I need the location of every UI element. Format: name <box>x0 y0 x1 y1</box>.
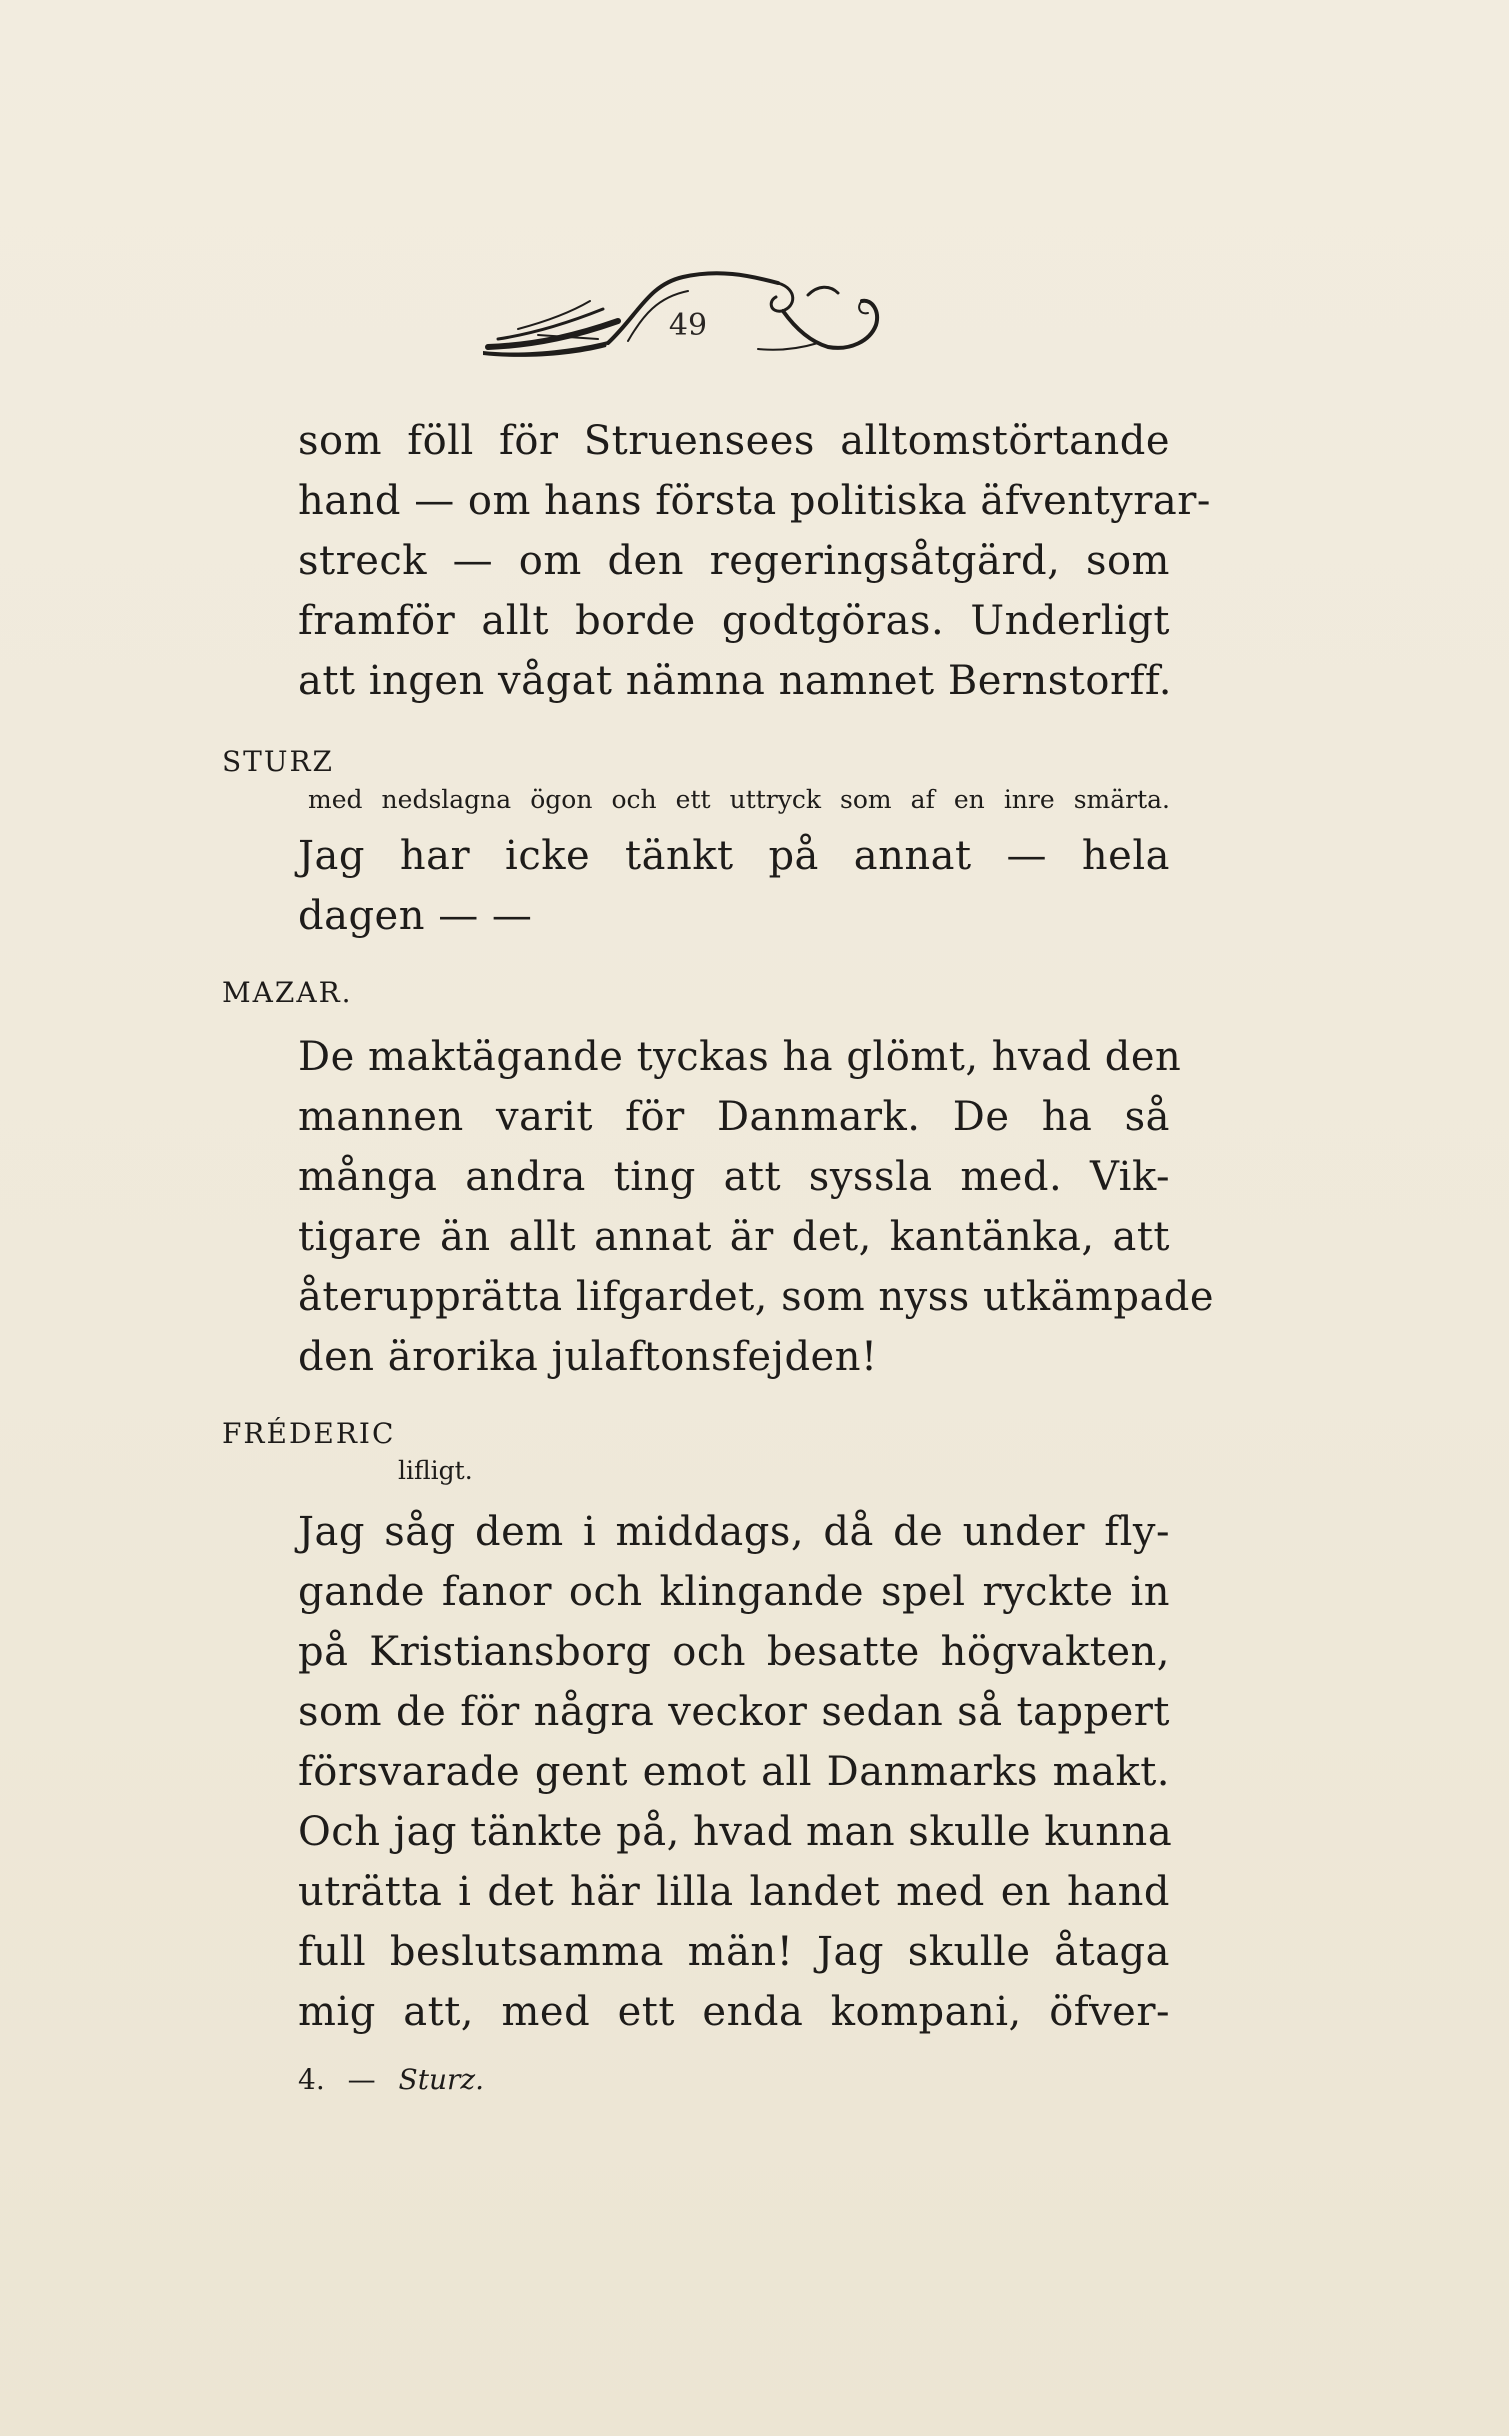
stage-direction: lifligt. <box>398 1456 473 1485</box>
text-line: streck — om den regeringsåtgärd, som <box>298 538 1170 584</box>
text-line: full beslutsamma män! Jag skulle åtaga <box>298 1929 1170 1975</box>
speaker-name: FRÉDERIC <box>222 1417 396 1450</box>
signature-mark <box>298 2060 484 2100</box>
text-line: återupprätta lifgardet, som nyss utkämpade <box>298 1274 1215 1320</box>
signature-number: 4. <box>298 2063 325 2096</box>
text-line: Och jag tänkte på, hvad man skulle kunna <box>298 1809 1173 1855</box>
text-line: att ingen vågat nämna namnet Bernstorff. <box>298 658 1172 704</box>
speaker-name: MAZAR. <box>222 976 353 1009</box>
text-line: dagen — — <box>298 893 533 939</box>
text-line: Jag såg dem i middags, då de under fly- <box>298 1509 1170 1555</box>
text-line: många andra ting att syssla med. Vik- <box>298 1154 1170 1200</box>
text-line: gande fanor och klingande spel ryckte in <box>298 1569 1170 1615</box>
text-line: på Kristiansborg och besatte högvakten, <box>298 1629 1170 1675</box>
text-line: hand — om hans första politiska äfventyrar- <box>298 478 1211 524</box>
text-line: som de för några veckor sedan så tappert <box>298 1689 1170 1735</box>
text-line: Jag har icke tänkt på annat — hela <box>298 833 1170 879</box>
speaker-name: STURZ <box>222 745 334 778</box>
text-line: som föll för Struenseеs alltomstörtande <box>298 418 1170 464</box>
text-line: tigare än allt annat är det, kantänka, att <box>298 1214 1170 1260</box>
text-line: mannen varit för Danmark. De ha så <box>298 1094 1170 1140</box>
text-line: den ärorika julaftonsfejden! <box>298 1334 878 1380</box>
stage-direction: med nedslagna ögon och ett uttryck som af en inre smärta. <box>308 785 1170 814</box>
text-line: mig att, med ett enda kompani, öfver- <box>298 1989 1170 2035</box>
text-line: uträtta i det här lilla landet med en hand <box>298 1869 1170 1915</box>
page-number: 49 <box>668 308 708 343</box>
signature-title: Sturz. <box>398 2063 485 2096</box>
text-line: framför allt borde godtgöras. Underligt <box>298 598 1170 644</box>
text-line: försvarade gent emot all Danmarks makt. <box>298 1749 1170 1795</box>
text-line: De maktägande tyckas ha glömt, hvad den <box>298 1034 1182 1080</box>
signature-dash: — <box>347 2063 376 2096</box>
